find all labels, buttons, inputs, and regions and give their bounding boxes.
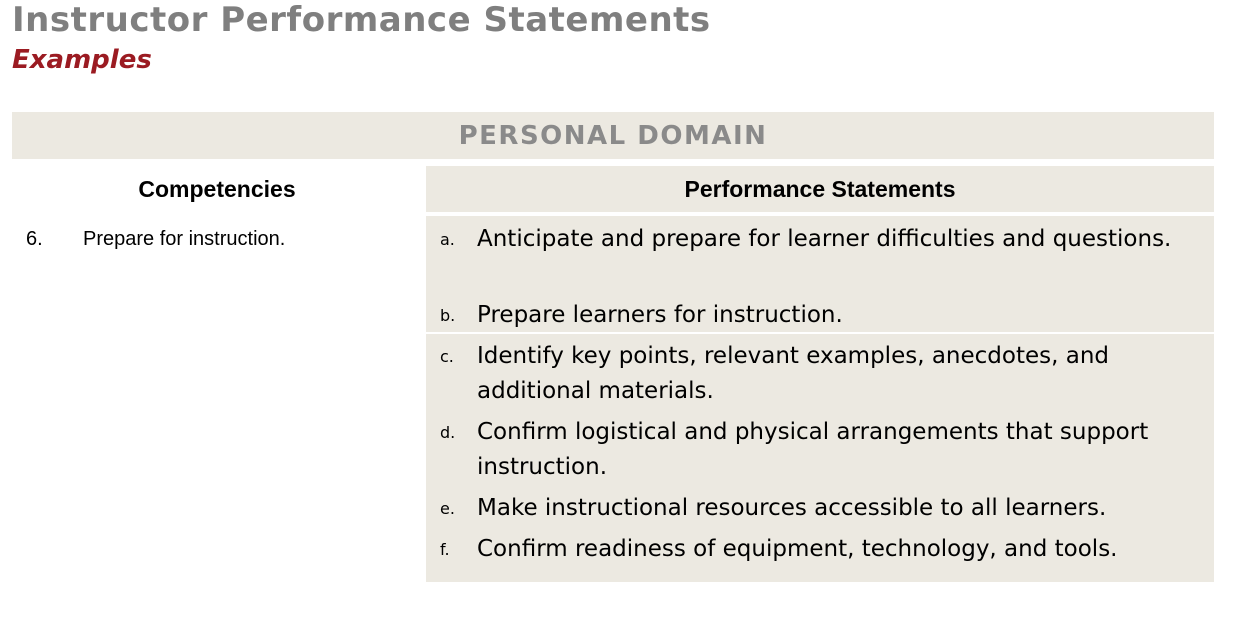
statement-letter: d. xyxy=(440,423,456,442)
competencies-column-header xyxy=(12,166,422,212)
statement-text: Make instructional resources accessible to all learners. xyxy=(477,495,1107,521)
statement-text: Identify key points, relevant examples, anecdotes, and additional materials. xyxy=(477,343,1110,404)
competency-number: 6. xyxy=(26,228,43,250)
statement-text: Anticipate and prepare for learner difficulties and questions. xyxy=(477,226,1172,252)
statement-letter: e. xyxy=(440,499,455,518)
statement-letter: a. xyxy=(440,230,455,249)
page-title: Instructor Performance Statements xyxy=(12,0,711,40)
statement-letter: f. xyxy=(440,540,450,559)
domain-banner xyxy=(12,112,1214,159)
statement-letter: b. xyxy=(440,306,456,325)
domain-label: PERSONAL DOMAIN xyxy=(458,120,768,151)
performance-statements-list xyxy=(426,216,1214,582)
page-subtitle: Examples xyxy=(12,45,152,75)
competency-item xyxy=(26,226,285,252)
statement-text: Prepare learners for instruction. xyxy=(477,302,843,328)
competencies-header-label: Competencies xyxy=(138,175,296,202)
statement-letter: c. xyxy=(440,347,454,366)
competency-text: Prepare for instruction. xyxy=(83,228,286,250)
statement-text: Confirm readiness of equipment, technology, and tools. xyxy=(477,536,1118,562)
performance-statements-header-label: Performance Statements xyxy=(684,175,956,202)
performance-statements-column-header xyxy=(426,166,1214,212)
statement-text: Confirm logistical and physical arrangements that support instruction. xyxy=(477,419,1149,480)
